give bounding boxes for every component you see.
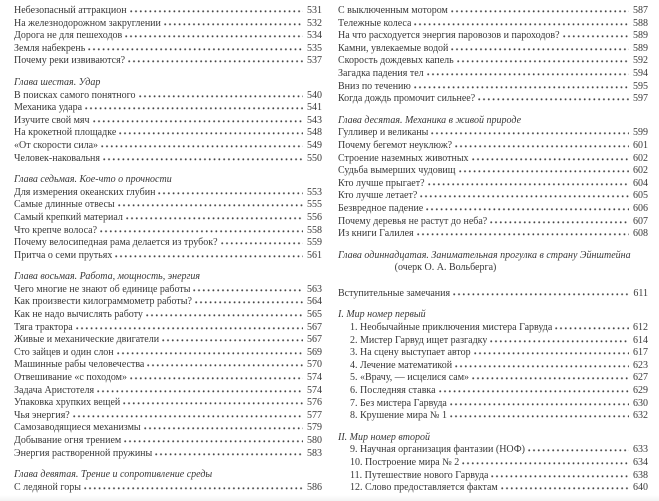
toc-entry <box>14 410 322 423</box>
dotted-leader <box>428 183 629 186</box>
toc-section <box>338 288 648 301</box>
toc-entry-title: Тележные колеса <box>338 17 412 29</box>
toc-entry-page: 597 <box>633 93 648 105</box>
dotted-leader <box>100 230 303 233</box>
toc-entry-title: 1. Необычайные приключения мистера Гарвуда <box>350 322 553 334</box>
toc-entry-title: Из книги Галилея <box>338 228 414 240</box>
toc-entry <box>338 43 648 56</box>
toc-entry-page: 550 <box>307 152 322 164</box>
toc-entry-page: 569 <box>307 346 322 358</box>
toc-entry <box>14 187 322 200</box>
toc-section <box>14 174 322 262</box>
toc-entry-title: Кто лучше летает? <box>338 190 418 202</box>
toc-entry-page: 605 <box>633 190 648 202</box>
dotted-leader <box>103 158 303 161</box>
dotted-leader <box>455 365 629 368</box>
toc-entry <box>338 372 648 385</box>
toc-entry-title: 4. Лечение математикой <box>350 359 453 371</box>
dotted-leader <box>88 48 303 51</box>
toc-entry-title: Когда дождь промочит сильнее? <box>338 93 476 105</box>
toc-column-left <box>14 5 322 495</box>
dotted-leader <box>472 377 629 380</box>
toc-section <box>14 5 322 68</box>
toc-entry-page: 638 <box>633 469 648 481</box>
toc-entry-title: 6. Последняя ставка <box>350 385 436 397</box>
toc-entry-page: 567 <box>307 334 322 346</box>
toc-entry <box>14 43 322 56</box>
toc-entry-page: 589 <box>633 30 648 42</box>
toc-entry-title: Что крепче волоса? <box>14 224 98 236</box>
dotted-leader <box>147 364 303 367</box>
toc-entry <box>338 55 648 68</box>
toc-entry-title: Для измерения океанских глубин <box>14 186 156 198</box>
toc-entry-page: 587 <box>633 5 648 16</box>
dotted-leader <box>563 35 629 38</box>
dotted-leader <box>451 10 629 13</box>
dotted-leader <box>455 145 629 148</box>
toc-entry-page: 608 <box>633 228 648 240</box>
toc-entry <box>14 199 322 212</box>
toc-entry-page: 564 <box>307 296 322 308</box>
toc-section <box>14 469 322 494</box>
toc-entry-page: 556 <box>307 211 322 223</box>
toc-entry-page: 561 <box>307 249 322 261</box>
toc-section <box>14 77 322 165</box>
toc-entry <box>14 5 322 18</box>
dotted-leader <box>162 339 303 342</box>
toc-entry <box>14 140 322 153</box>
dotted-leader <box>414 23 629 26</box>
toc-entry-page: 567 <box>307 321 322 333</box>
toc-entry-title: Дорога не для пешеходов <box>14 30 123 42</box>
toc-entry-page: 606 <box>633 202 648 214</box>
toc-entry-page: 532 <box>307 17 322 29</box>
dotted-leader <box>431 132 629 135</box>
toc-entry-title: Энергия растворенной пружины <box>14 447 153 459</box>
toc-entry-title: Вниз по течению <box>338 80 411 92</box>
toc-entry-page: 583 <box>307 447 322 459</box>
dotted-leader <box>195 301 303 304</box>
toc-entry <box>338 30 648 43</box>
toc-entry <box>14 90 322 103</box>
dotted-leader <box>491 475 629 478</box>
toc-entry-page: 580 <box>307 435 322 446</box>
dotted-leader <box>126 217 303 220</box>
toc-entry-title: 2. Мистер Гарвуд ищет разгадку <box>350 334 488 346</box>
toc-entry-page: 595 <box>633 80 648 92</box>
toc-entry <box>338 457 648 470</box>
dotted-leader <box>115 255 303 258</box>
toc-entry-title: Живые и механические двигатели <box>14 334 160 346</box>
toc-entry-page: 634 <box>633 457 648 468</box>
toc-section <box>338 309 648 422</box>
dotted-leader <box>97 390 303 393</box>
part-subheading: II. Мир номер второй <box>338 431 430 443</box>
toc-entry <box>338 322 648 335</box>
toc-entry <box>338 410 648 423</box>
toc-entry-page: 607 <box>633 215 648 227</box>
toc-entry-title: 8. Крушение мира № 1 <box>350 410 447 422</box>
toc-entry <box>14 482 322 495</box>
toc-entry <box>338 482 648 495</box>
dotted-leader <box>125 35 303 38</box>
dotted-leader <box>117 352 303 355</box>
toc-entry-page: 586 <box>307 481 322 493</box>
dotted-leader <box>472 158 629 161</box>
toc-entry-title: С выключенным мотором <box>338 5 448 16</box>
dotted-leader <box>426 208 629 211</box>
toc-entry-title: Задача Аристотеля <box>14 384 95 396</box>
toc-entry-title: 10. Построение мира № 2 <box>350 457 460 468</box>
toc-entry-title: Упаковка хрупких вещей <box>14 397 121 409</box>
dotted-leader <box>128 60 303 63</box>
toc-entry-title: Чья энергия? <box>14 409 70 421</box>
toc-entry-title: Камни, увлекаемые водой <box>338 42 449 54</box>
toc-entry <box>14 237 322 250</box>
toc-entry-page: 535 <box>307 42 322 54</box>
dotted-leader <box>158 192 303 195</box>
toc-entry <box>14 30 322 43</box>
toc-section <box>338 5 648 106</box>
toc-entry <box>14 385 322 398</box>
toc-entry-title: Человек-наковальня <box>14 152 100 164</box>
page-edge-shadow <box>0 495 659 501</box>
toc-entry-page: 577 <box>307 409 322 421</box>
toc-entry <box>338 216 648 229</box>
part-subheading: I. Мир номер первый <box>338 309 426 321</box>
toc-entry-page: 537 <box>307 55 322 67</box>
toc-entry-page: 604 <box>633 177 648 189</box>
toc-entry-title: Механика удара <box>14 102 83 114</box>
toc-entry <box>338 153 648 166</box>
toc-entry <box>14 115 322 128</box>
dotted-leader <box>123 402 303 405</box>
toc-entry <box>338 288 648 301</box>
toc-entry-title: Отвешивание «с походом» <box>14 372 128 384</box>
toc-entry-title: Машинные рабы человечества <box>14 359 145 371</box>
toc-entry <box>338 18 648 31</box>
dotted-leader <box>450 415 629 418</box>
chapter-heading: Глава седьмая. Кое-что о прочности <box>14 174 172 186</box>
toc-entry-title: Загадка падения тел <box>338 67 424 79</box>
toc-entry <box>338 203 648 216</box>
toc-entry-title: Самозаводящиеся механизмы <box>14 422 141 434</box>
toc-entry <box>14 225 322 238</box>
toc-entry-page: 614 <box>633 334 648 346</box>
toc-entry-title: Судьба вымерших чудовищ <box>338 165 456 177</box>
toc-entry-title: Как произвести килограммометр работы? <box>14 296 192 308</box>
toc-entry <box>14 284 322 297</box>
dotted-leader <box>118 204 303 207</box>
dotted-leader <box>450 403 629 406</box>
toc-entry-title: Строение наземных животных <box>338 152 469 164</box>
toc-entry-page: 633 <box>633 444 648 456</box>
toc-entry-page: 559 <box>307 237 322 249</box>
toc-entry-page: 627 <box>633 372 648 384</box>
toc-entry <box>338 228 648 241</box>
dotted-leader <box>555 327 629 330</box>
toc-entry-title: 9. Научная организация фантазии (НОФ) <box>350 444 525 456</box>
toc-entry <box>14 309 322 322</box>
toc-entry-page: 630 <box>633 397 648 409</box>
toc-entry <box>338 5 648 18</box>
toc-entry-page: 531 <box>307 5 322 16</box>
toc-entry-title: Сто зайцев и один слон <box>14 346 114 358</box>
chapter-heading: Глава десятая. Механика в живой природе <box>338 114 522 126</box>
toc-entry-page: 570 <box>307 359 322 371</box>
toc-entry-title: Почему реки извиваются? <box>14 55 126 67</box>
toc-entry-page: 540 <box>307 89 322 101</box>
toc-entry-page: 574 <box>307 372 322 384</box>
toc-entry-title: Тяга трактора <box>14 321 73 333</box>
toc-entry-page: 599 <box>633 127 648 139</box>
toc-entry-title: Скорость дождевых капель <box>338 55 454 67</box>
dotted-leader <box>414 86 629 89</box>
toc-entry-page: 617 <box>633 347 648 359</box>
toc-entry-title: 3. На сцену выступает автор <box>350 347 471 359</box>
dotted-leader <box>221 242 303 245</box>
dotted-leader <box>76 327 303 330</box>
dotted-leader <box>457 60 629 63</box>
toc-entry <box>14 127 322 140</box>
toc-entry-title: Почему бегемот неуклюж? <box>338 139 453 151</box>
dotted-leader <box>84 487 303 490</box>
chapter-heading: Глава восьмая. Работа, мощность, энергия <box>14 271 201 283</box>
toc-entry-title: На крокетной площадке <box>14 127 117 139</box>
toc-entry <box>14 153 322 166</box>
toc-entry-title: Небезопасный аттракцион <box>14 5 127 16</box>
toc-entry-page: 541 <box>307 102 322 114</box>
toc-entry <box>338 347 648 360</box>
toc-entry-page: 640 <box>633 482 648 494</box>
toc-entry-title: «От скорости сила» <box>14 139 99 151</box>
toc-entry-title: С ледяной горы <box>14 481 81 493</box>
toc-entry-page: 612 <box>633 322 648 334</box>
toc-entry-page: 549 <box>307 139 322 151</box>
toc-entry-title: Самые длинные отвесы <box>14 199 115 211</box>
toc-entry-title: Почему деревья не растут до неба? <box>338 215 488 227</box>
toc-entry-page: 534 <box>307 30 322 42</box>
toc-entry <box>338 360 648 373</box>
toc-entry <box>338 385 648 398</box>
dotted-leader <box>462 462 629 465</box>
toc-entry-title: В поисках самого понятного <box>14 89 136 101</box>
toc-entry <box>14 359 322 372</box>
toc-entry-page: 576 <box>307 397 322 409</box>
toc-entry-title: Самый крепкий материал <box>14 211 123 223</box>
toc-entry <box>338 335 648 348</box>
toc-entry-page: 629 <box>633 385 648 397</box>
dotted-leader <box>85 107 303 110</box>
toc-entry-page: 553 <box>307 186 322 198</box>
toc-entry-page: 588 <box>633 17 648 29</box>
toc-entry-page: 565 <box>307 309 322 321</box>
toc-entry <box>14 18 322 31</box>
dotted-leader <box>420 195 629 198</box>
toc-entry <box>14 372 322 385</box>
toc-entry-page: 574 <box>307 384 322 396</box>
chapter-heading: Глава шестая. Удар <box>14 76 101 88</box>
toc-entry-page: 594 <box>633 67 648 79</box>
toc-entry-title: Безвредное падение <box>338 202 424 214</box>
toc-column-right <box>338 5 648 495</box>
dotted-leader <box>490 221 629 224</box>
toc-entry <box>338 470 648 483</box>
dotted-leader <box>459 170 630 173</box>
toc-entry-title: 12. Слово предоставляется фактам <box>350 482 498 494</box>
toc-entry <box>14 250 322 263</box>
toc-entry <box>338 68 648 81</box>
dotted-leader <box>528 449 629 452</box>
toc-entry-page: 589 <box>633 42 648 54</box>
dotted-leader <box>501 487 629 490</box>
toc-entry-title: Почему велосипедная рама делается из трубок? <box>14 237 218 249</box>
toc-entry <box>14 422 322 435</box>
toc-entry <box>14 347 322 360</box>
dotted-leader <box>439 390 629 393</box>
toc-section <box>338 115 648 241</box>
toc-entry-page: 602 <box>633 165 648 177</box>
toc-entry-page: 558 <box>307 224 322 236</box>
dotted-leader <box>453 293 629 296</box>
toc-entry <box>338 190 648 203</box>
toc-entry-title: Кто лучше прыгает? <box>338 177 425 189</box>
dotted-leader <box>474 352 629 355</box>
toc-entry-page: 601 <box>633 139 648 151</box>
dotted-leader <box>146 314 303 317</box>
toc-entry-page: 611 <box>633 287 648 299</box>
toc-entry <box>338 140 648 153</box>
toc-entry-title: Как не надо вычислять работу <box>14 309 143 321</box>
dotted-leader <box>155 453 303 456</box>
toc-entry <box>338 398 648 411</box>
toc-section <box>338 250 648 275</box>
toc-entry-title: Гулливер и великаны <box>338 127 429 139</box>
toc-entry <box>338 178 648 191</box>
dotted-leader <box>130 377 303 380</box>
toc-entry-title: Добывание огня трением <box>14 435 122 446</box>
toc-entry-title: 5. «Врачу, — исцелися сам» <box>350 372 470 384</box>
toc-entry <box>338 444 648 457</box>
toc-section <box>14 271 322 460</box>
toc-entry-page: 563 <box>307 283 322 295</box>
dotted-leader <box>93 120 303 123</box>
toc-entry-page: 579 <box>307 422 322 434</box>
dotted-leader <box>417 233 629 236</box>
dotted-leader <box>451 48 629 51</box>
dotted-leader <box>130 10 303 13</box>
toc-section <box>338 432 648 495</box>
toc-entry-title: На что расходуется энергия паровозов и пароходов? <box>338 30 560 42</box>
toc-entry-title: Изучите свой мяч <box>14 114 90 126</box>
toc-entry-title: Притча о семи прутьях <box>14 249 113 261</box>
toc-entry <box>14 212 322 225</box>
toc-entry-page: 555 <box>307 199 322 211</box>
chapter-heading: Глава девятая. Трение и сопротивление среды <box>14 469 213 481</box>
toc-entry <box>14 448 322 461</box>
toc-entry <box>14 334 322 347</box>
dotted-leader <box>164 23 303 26</box>
toc-entry-page: 548 <box>307 127 322 139</box>
toc-entry-title: На железнодорожном закруглении <box>14 17 161 29</box>
dotted-leader <box>193 289 303 292</box>
dotted-leader <box>478 98 629 101</box>
dotted-leader <box>124 440 303 443</box>
toc-entry-title: Чего многие не знают об единице работы <box>14 283 191 295</box>
toc-entry <box>338 165 648 178</box>
toc-entry <box>14 55 322 68</box>
toc-entry <box>338 127 648 140</box>
toc-entry-page: 592 <box>633 55 648 67</box>
toc-entry <box>14 102 322 115</box>
dotted-leader <box>490 340 629 343</box>
dotted-leader <box>139 95 303 98</box>
toc-entry-title: 11. Путешествие нового Гарвуда <box>350 469 489 481</box>
dotted-leader <box>73 415 303 418</box>
toc-entry-page: 543 <box>307 114 322 126</box>
toc-entry <box>14 322 322 335</box>
dotted-leader <box>144 427 303 430</box>
dotted-leader <box>119 132 303 135</box>
chapter-heading-subtitle: (очерк О. А. Вольберга) <box>394 262 497 274</box>
toc-entry-page: 623 <box>633 359 648 371</box>
toc-entry-page: 602 <box>633 152 648 164</box>
toc-entry-title: 7. Без мистера Гарвуда <box>350 397 447 409</box>
toc-entry <box>338 93 648 106</box>
toc-entry <box>14 397 322 410</box>
dotted-leader <box>427 73 629 76</box>
toc-entry-page: 632 <box>633 410 648 422</box>
toc-entry <box>338 81 648 94</box>
dotted-leader <box>101 145 303 148</box>
toc-entry <box>14 296 322 309</box>
chapter-heading: Глава одиннадцатая. Занимательная прогулка в страну Эйнштейна <box>338 249 631 261</box>
toc-entry <box>14 435 322 448</box>
toc-entry-title: Земля набекрень <box>14 42 86 54</box>
toc-entry-title: Вступительные замечания <box>338 287 451 299</box>
